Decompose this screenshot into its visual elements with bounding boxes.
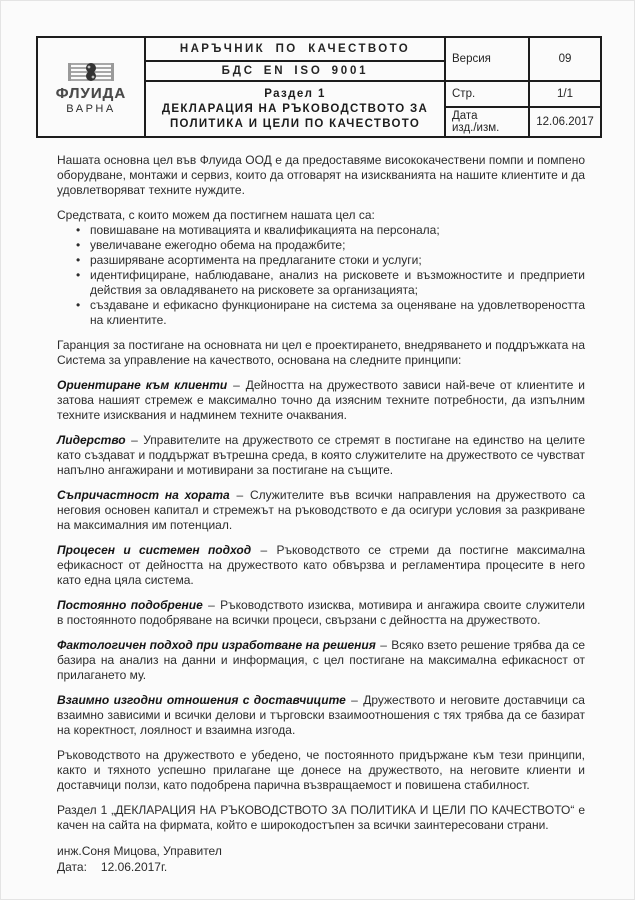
issue-date-label: Дата изд./изм. (445, 107, 529, 137)
principle-title: Съпричастност на хората (57, 488, 230, 502)
guarantee-paragraph: Гаранция за постигане на основната ни цел е проектирането, внедряването и поддръжката на Система за управление на качеството, основана на следните принципи: (57, 338, 585, 367)
principle-text: Ръководството изисква, мотивира и ангажира своите служители в постоянното подобряване на всички процеси, свързани с дейността на дружеството. (57, 598, 585, 627)
principle-text: Служителите във всички направления на дружеството са неговия основен капитал и стремежът на ръководството е да осигури условия за разкриване на максималния им потенциал. (57, 488, 586, 532)
signature-block (57, 843, 585, 875)
bullet-icon: • (76, 298, 81, 312)
principle-title: Лидерство (57, 433, 126, 447)
list-item (57, 298, 585, 328)
dash-separator: – (236, 488, 244, 502)
dash-separator: – (380, 638, 387, 652)
pump-emblem-icon (65, 60, 117, 84)
principle-title: Процесен и системен подход (57, 543, 252, 557)
principle-text: Ръководството се стреми да постигне максимална ефикасност от дейността на дружеството като обвързва и регламентира процесите в него като една цяла система. (57, 543, 585, 587)
bullet-icon: • (76, 223, 81, 237)
principle-customer-focus (57, 378, 585, 423)
document-body (57, 153, 585, 875)
list-item-text: повишаване на мотивацията и квалификацията на персонала; (90, 223, 440, 237)
dash-separator: – (260, 543, 268, 557)
fluida-logo (44, 60, 138, 115)
bullet-icon: • (76, 238, 81, 252)
section-title-line2: ПОЛИТИКА И ЦЕЛИ ПО КАЧЕСТВОТО (169, 117, 421, 130)
principle-process-approach (57, 543, 585, 588)
principle-text: Дейността на дружеството зависи най-вече от клиентите и затова нашият стремеж е максимално точно да изясним техните потребности, да изпълним техните изисквания и надминем техните очаквания. (57, 378, 585, 422)
principle-title: Взаимно изгодни отношения с доставчиците (57, 693, 346, 707)
list-item-text: създаване и ефикасно функциониране на система за оценяване на удовлетвореността на клиентите. (90, 298, 585, 327)
list-item (57, 223, 585, 238)
principle-leadership (57, 433, 585, 478)
means-intro: Средствата, с които можем да постигнем нашата цел са: (57, 208, 375, 222)
principle-title: Фактологичен подход при изработване на решения (57, 638, 376, 652)
date-line (57, 859, 585, 875)
list-item (57, 253, 585, 268)
means-list (57, 223, 585, 328)
section-title-line1: ДЕКЛАРАЦИЯ НА РЪКОВОДСТВОТО ЗА (161, 102, 429, 115)
list-item (57, 268, 585, 298)
principle-title: Ориентиране към клиенти (57, 378, 228, 392)
principle-factual-approach (57, 638, 585, 683)
dash-separator: – (131, 433, 138, 447)
version-label: Версия (445, 37, 529, 81)
principle-text: Дружеството и неговите доставчици са взаимно зависими и всички делови и търговски взаимоотношения с тях трябва да се базират на коректност, лоялност и взаимна изгода. (57, 693, 585, 737)
principle-title: Постоянно подобрение (57, 598, 203, 612)
list-item (57, 238, 585, 253)
version-value: 09 (529, 37, 601, 81)
manual-title: НАРЪЧНИК ПО КАЧЕСТВОТО (145, 37, 445, 61)
signature-line: инж.Соня Мицова, Управител (57, 844, 222, 858)
dash-separator: – (351, 693, 358, 707)
page-value: 1/1 (529, 81, 601, 107)
standard-title: БДС EN ISO 9001 (145, 61, 445, 81)
section-title-cell (145, 81, 445, 137)
list-item-text: идентифициране, наблюдаване, анализ на рисковете и възможностите и предприети действия за овладяването на рисковете за организацията; (90, 268, 585, 297)
page-label: Стр. (445, 81, 529, 107)
commitment-paragraph: Ръководството на дружеството е убедено, че постоянното придържане към тези принципи, както и тяхното успешно прилагане ще донесе на дружеството, на неговите клиенти и доставчици ползи, като подобрена парична възвращаемост и повишена стабилност. (57, 748, 585, 792)
bullet-icon: • (76, 268, 81, 282)
date-line-value: 12.06.2017г. (100, 860, 168, 874)
list-item-text: увеличаване ежегодно обема на продажбите; (90, 238, 346, 252)
list-item-text: разширяване асортимента на предлаганите стоки и услуги; (90, 253, 422, 267)
principle-improvement (57, 598, 585, 628)
bullet-icon: • (76, 253, 81, 267)
brand-name: ФЛУИДА (55, 84, 127, 102)
issue-date-value: 12.06.2017 (529, 107, 601, 137)
principle-text: Управителите на дружеството се стремят в постигане на единство на целите като създават и поддържат вътрешна среда, в която служителите на дружеството се чувстват напълно ангажирани и мотивирани за постигане на същите. (57, 433, 585, 477)
header-table (36, 36, 602, 138)
section-label: Раздел 1 (264, 87, 326, 100)
principle-involvement (57, 488, 585, 533)
principle-supplier-relations (57, 693, 585, 738)
dash-separator: – (208, 598, 215, 612)
brand-city: ВАРНА (66, 102, 116, 115)
logo-cell (37, 37, 145, 137)
dash-separator: – (233, 378, 240, 392)
date-line-label: Дата: (57, 860, 87, 874)
publication-paragraph: Раздел 1 „ДЕКЛАРАЦИЯ НА РЪКОВОДСТВОТО ЗА ПОЛИТИКА И ЦЕЛИ ПО КАЧЕСТВОТО“ е качен на сайта на фирмата, който е широкодостъпен за всички заинтересовани страни. (57, 803, 585, 832)
principle-text: Всяко взето решение трябва да се базира на анализ на данни и информация, с цел постигане на максимална ефикасност от прилагането му. (57, 638, 585, 682)
intro-paragraph: Нашата основна цел във Флуида ООД е да предоставяме висококачествени помпи и помпено оборудване, монтажи и сервиз, които да отговарят на изискванията на нашите клиентите и да удовлетворяват техните нуждите. (57, 153, 585, 197)
